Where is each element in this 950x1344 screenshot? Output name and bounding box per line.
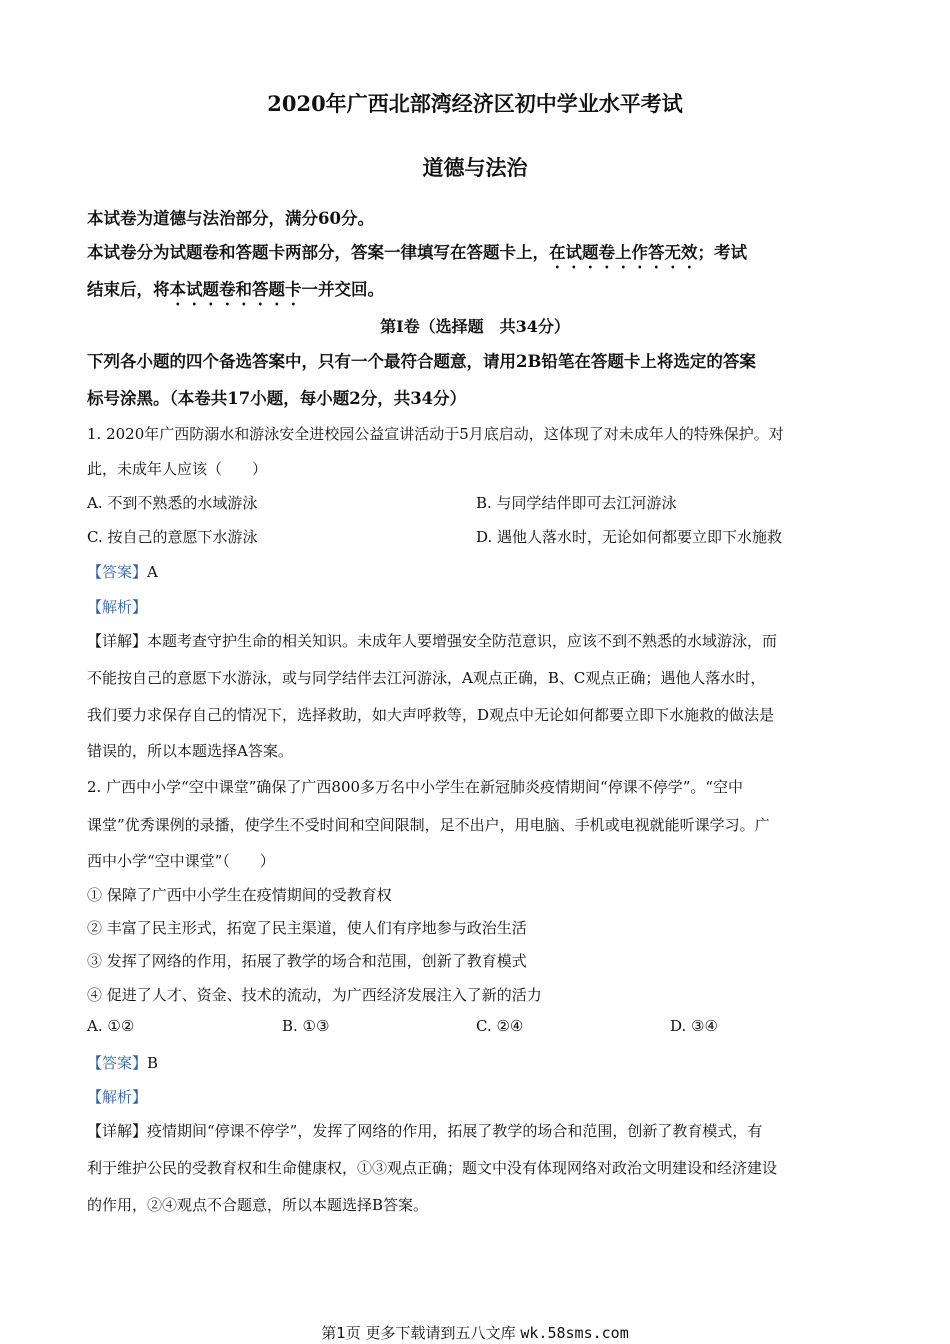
instruction-text: 一并交回。 — [301, 280, 384, 299]
question-1-option-b: B. 与同学结伴即可去江河游泳 — [476, 494, 677, 512]
instruction-emphasis: 在试题卷上作答无效 — [549, 243, 698, 262]
question-2-stem-line: 2. 广西中小学“空中课堂”确保了广西800多万名中小学生在新冠肺炎疫情期间“停课不停学”。“空中 — [87, 778, 744, 796]
section-heading: 第Ⅰ卷（选择题 共34分） — [380, 317, 570, 336]
instruction-line-3 — [87, 276, 863, 309]
detail-text: 疫情期间“停课不停学”，发挥了网络的作用，拓展了教学的场合和范围，创新了教育模式，有 — [147, 1122, 763, 1140]
footer-text: 第1页 更多下载请到五八文库 — [321, 1324, 516, 1342]
question-1-option-a: A. 不到不熟悉的水域游泳 — [87, 494, 258, 512]
question-2-option-c: C. ②④ — [476, 1017, 524, 1035]
question-2-detail-line — [87, 1120, 863, 1141]
question-1-detail-line: 不能按自己的意愿下水游泳，或与同学结伴去江河游泳，A观点正确，B、C观点正确；遇他人落水时， — [87, 669, 766, 687]
question-1-option-c: C. 按自己的意愿下水游泳 — [87, 528, 258, 546]
answer-label: 【答案】 — [87, 1054, 148, 1072]
question-1-stem-line: 1. 2020年广西防溺水和游泳安全进校园公益宣讲活动于5月底启动，这体现了对未成年人的特殊保护。对 — [87, 425, 784, 443]
instruction-line-2 — [87, 239, 863, 272]
question-2-statement-1: ① 保障了广西中小学生在疫情期间的受教育权 — [87, 886, 392, 904]
footer-url[interactable]: wk.58sms.com — [520, 1324, 629, 1342]
question-2-detail-line: 的作用，②④观点不合题意，所以本题选择B答案。 — [87, 1196, 429, 1214]
question-2-statement-2: ② 丰富了民主形式，拓宽了民主渠道，使人们有序地参与政治生活 — [87, 919, 527, 937]
question-2-statement-3: ③ 发挥了网络的作用，拓展了教学的场合和范围，创新了教育模式 — [87, 952, 527, 970]
question-1-analysis-label: 【解析】 — [87, 598, 148, 616]
instruction-line-1: 本试卷为道德与法治部分，满分60分。 — [87, 209, 374, 228]
question-2-answer — [87, 1052, 863, 1073]
instruction-text: 本试卷分为试题卷和答题卡两部分，答案一律填写在答题卡上， — [87, 243, 549, 262]
question-1-detail-line: 错误的，所以本题选择A答案。 — [87, 742, 293, 760]
question-1-stem-line: 此，未成年人应该（ ） — [87, 460, 268, 478]
detail-label: 【详解】 — [87, 1122, 148, 1140]
question-1-detail-line: 我们要力求保存自己的情况下，选择救助，如大声呼救等，D观点中无论如何都要立即下水施救的做法是 — [87, 706, 775, 724]
page-footer — [0, 1322, 950, 1343]
question-2-option-b: B. ①③ — [282, 1017, 330, 1035]
answer-value: B — [147, 1054, 159, 1072]
question-2-option-d: D. ③④ — [670, 1017, 718, 1035]
question-2-analysis-label: 【解析】 — [87, 1088, 148, 1106]
section-intro-2: 标号涂黑。（本卷共17小题，每小题2分，共34分） — [87, 389, 467, 408]
answer-label: 【答案】 — [87, 563, 148, 581]
question-2-statement-4: ④ 促进了人才、资金、技术的流动，为广西经济发展注入了新的活力 — [87, 986, 542, 1004]
detail-text: 本题考查守护生命的相关知识。未成年人要增强安全防范意识，应该不到不熟悉的水域游泳，而 — [147, 632, 778, 650]
subject-title: 道德与法治 — [422, 155, 528, 180]
answer-value: A — [147, 563, 158, 581]
instruction-emphasis: 本试题卷和答题卡 — [169, 280, 302, 299]
question-1-detail-line — [87, 630, 863, 651]
exam-title: 2020年广西北部湾经济区初中学业水平考试 — [267, 91, 683, 116]
question-1-answer — [87, 561, 863, 582]
detail-label: 【详解】 — [87, 632, 148, 650]
question-2-option-a: A. ①② — [87, 1017, 135, 1035]
question-2-stem-line: 西中小学“空中课堂”（ ） — [87, 852, 275, 870]
instruction-text: 结束后，将 — [87, 280, 170, 299]
section-intro-1: 下列各小题的四个备选答案中，只有一个最符合题意，请用2B铅笔在答题卡上将选定的答案 — [87, 352, 756, 371]
instruction-text: ；考试 — [697, 243, 747, 262]
question-1-option-d: D. 遇他人落水时，无论如何都要立即下水施救 — [476, 528, 783, 546]
question-2-detail-line: 利于维护公民的受教育权和生命健康权，①③观点正确；题文中没有体现网络对政治文明建设和经济建设 — [87, 1159, 778, 1177]
question-2-stem-line: 课堂”优秀课例的录播，使学生不受时间和空间限制，足不出户，用电脑、手机或电视就能听课学习。广 — [87, 816, 770, 834]
